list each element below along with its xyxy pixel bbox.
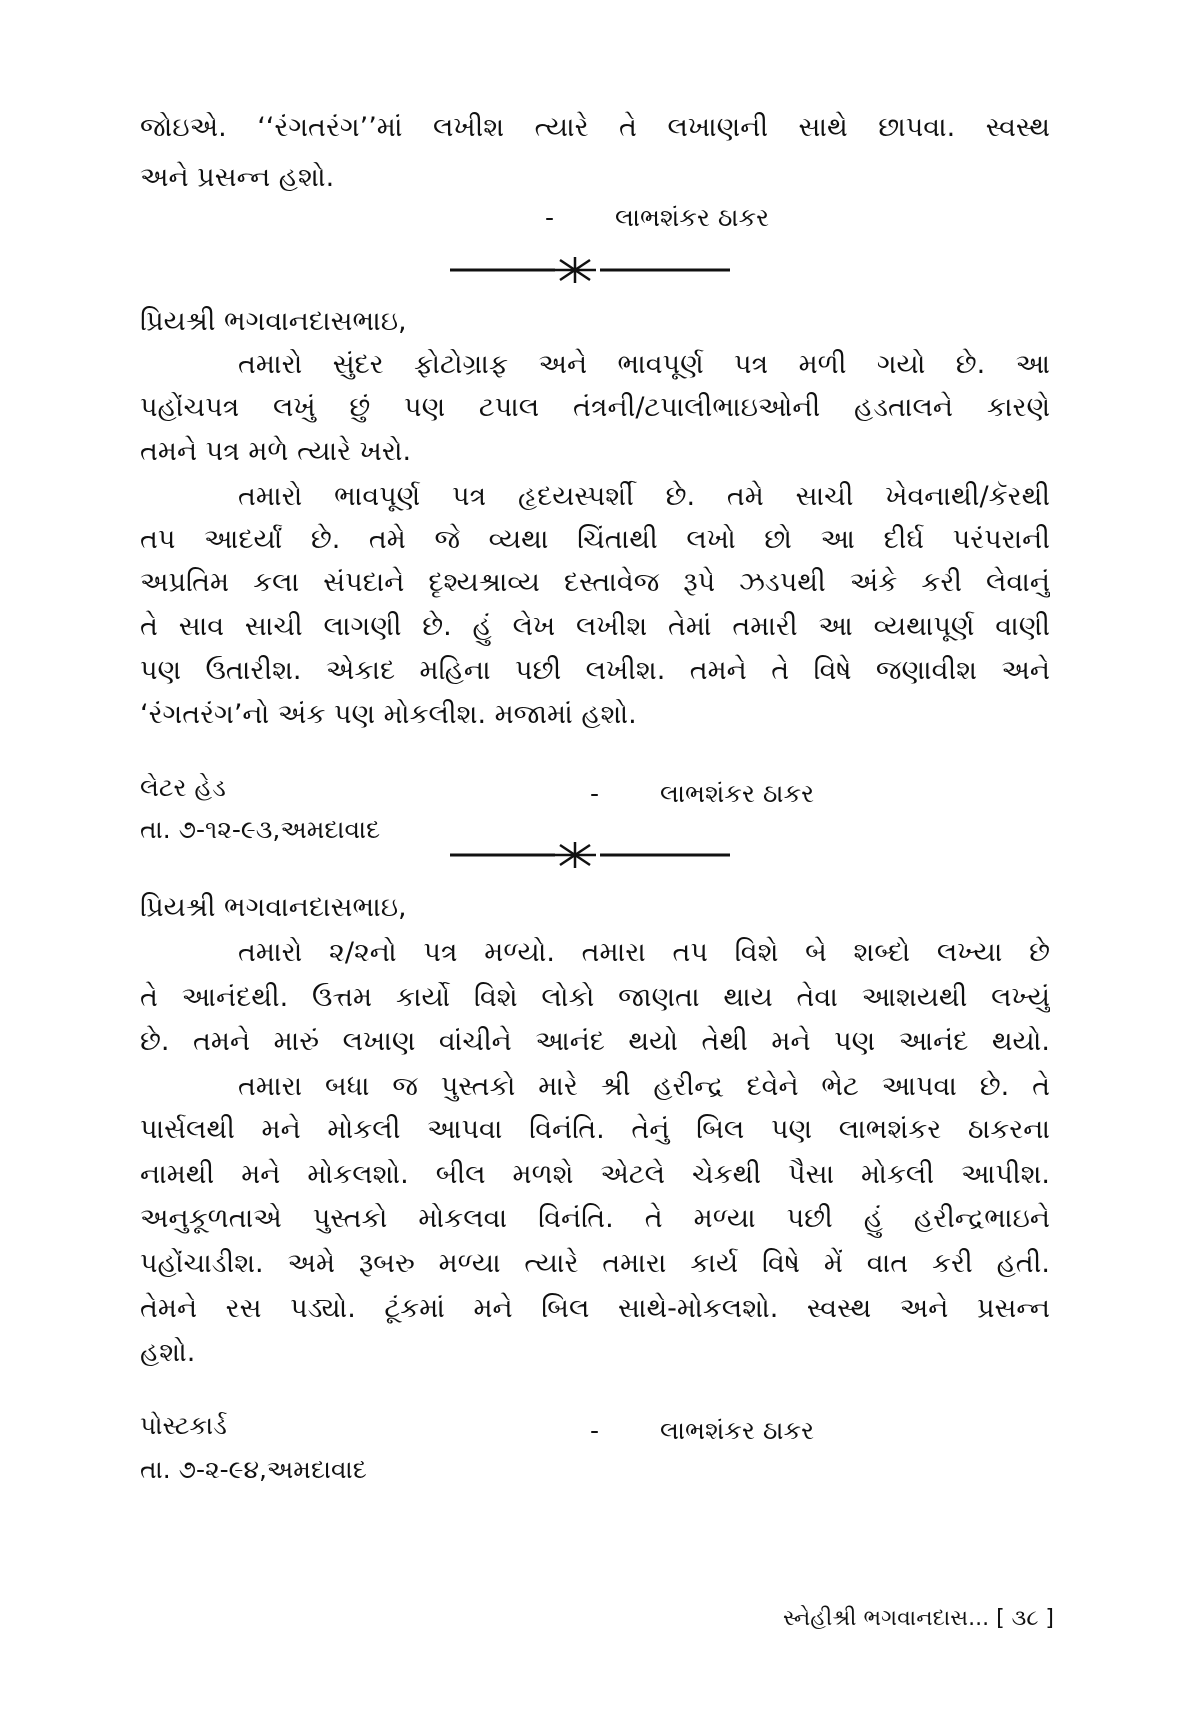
body-line: જોઇએ. ‘‘રંગતરંગ’’માં લખીશ ત્યારે તે લખાણની સાથે છાપવા. સ્વસ્થ — [140, 112, 1050, 143]
letter-type: લેટર હેડ — [140, 773, 226, 802]
body-line: તેમને રસ પડ્યો. ટૂંકમાં મને બિલ સાથે-મોકલશો. સ્વસ્થ અને પ્રસન્ન — [140, 1293, 1050, 1324]
body-line: તે આનંદથી. ઉત્તમ કાર્યો વિશે લોકો જાણતા થાય તેવા આશયથી લખ્યું — [140, 982, 1050, 1013]
body-line: અપ્રતિમ કલા સંપદાને દૃશ્યશ્રાવ્ય દસ્તાવેજ રૂપે ઝડપથી અંકે કરી લેવાનું — [140, 567, 1050, 598]
ornament-divider — [450, 840, 730, 870]
signature-dash: - — [545, 203, 555, 232]
body-line: તમારો ૨/૨નો પત્ર મળ્યો. તમારા તપ વિશે બે શબ્દો લખ્યા છે — [238, 937, 1050, 968]
body-line: તપ આદર્યાં છે. તમે જે વ્યથા ચિંતાથી લખો છો આ દીર્ઘ પરંપરાની — [140, 524, 1050, 555]
body-line: પણ ઉતારીશ. એકાદ મહિના પછી લખીશ. તમને તે વિષે જણાવીશ અને — [140, 655, 1050, 686]
body-line: અને પ્રસન્ન હશો. — [140, 162, 335, 193]
signature-block — [590, 1413, 814, 1449]
body-line: પહોંચપત્ર લખું છું પણ ટપાલ તંત્રની/ટપાલીભાઇઓની હડતાલને કારણે — [140, 392, 1050, 423]
signature-dash: - — [590, 1416, 600, 1445]
body-line: નામથી મને મોકલશો. બીલ મળશે એટલે ચેકથી પૈસા મોકલી આપીશ. — [140, 1159, 1050, 1190]
body-line: હશો. — [140, 1337, 196, 1368]
signature-block — [590, 776, 814, 812]
body-line: તમને પત્ર મળે ત્યારે ખરો. — [140, 436, 412, 467]
signature-name: લાભશંકર ઠાકર — [615, 203, 770, 232]
flourish-icon — [554, 842, 596, 868]
flourish-icon — [554, 257, 596, 283]
letter-date: તા. ૭-૨-૯૪,અમદાવાદ — [140, 1455, 367, 1484]
signature-name: લાભશંકર ઠાકર — [660, 779, 815, 808]
body-line: છે. તમને મારું લખાણ વાંચીને આનંદ થયો તેથી મને પણ આનંદ થયો. — [140, 1026, 1050, 1057]
body-line: તે સાવ સાચી લાગણી છે. હું લેખ લખીશ તેમાં તમારી આ વ્યથાપૂર્ણ વાણી — [140, 611, 1050, 642]
body-line: તમારા બધા જ પુસ્તકો મારે શ્રી હરીન્દ્ર દવેને ભેટ આપવા છે. તે — [238, 1071, 1050, 1102]
signature-name: લાભશંકર ઠાકર — [660, 1416, 815, 1445]
body-line: તમારો સુંદર ફોટોગ્રાફ અને ભાવપૂર્ણ પત્ર મળી ગયો છે. આ — [238, 349, 1050, 380]
body-line: પહોંચાડીશ. અમે રૂબરુ મળ્યા ત્યારે તમારા કાર્ય વિષે મેં વાત કરી હતી. — [140, 1248, 1050, 1279]
letter-type: પોસ્ટકાર્ડ — [140, 1411, 227, 1440]
signature-dash: - — [590, 779, 600, 808]
body-line: અનુકૂળતાએ પુસ્તકો મોકલવા વિનંતિ. તે મળ્યા પછી હું હરીન્દ્રભાઇને — [140, 1203, 1050, 1234]
letter-salutation: પ્રિયશ્રી ભગવાનદાસભાઇ, — [140, 892, 407, 923]
page-footer — [783, 1604, 1054, 1634]
body-line: પાર્સલથી મને મોકલી આપવા વિનંતિ. તેનું બિલ પણ લાભશંકર ઠાકરના — [140, 1114, 1050, 1145]
body-line: ‘રંગતરંગ’નો અંક પણ મોકલીશ. મજામાં હશો. — [140, 699, 637, 730]
signature-block — [545, 200, 769, 236]
body-line: તમારો ભાવપૂર્ણ પત્ર હૃદયસ્પર્શી છે. તમે સાચી ખેવનાથી/કૅરથી — [238, 481, 1050, 512]
running-title: સ્નેહીશ્રી ભગવાનદાસ... — [783, 1606, 990, 1631]
page-number: [ ૩૮ ] — [996, 1606, 1054, 1631]
letter-salutation: પ્રિયશ્રી ભગવાનદાસભાઇ, — [140, 306, 407, 337]
letter-date: તા. ૭-૧૨-૯૩,અમદાવાદ — [140, 815, 381, 844]
ornament-divider — [450, 255, 730, 285]
